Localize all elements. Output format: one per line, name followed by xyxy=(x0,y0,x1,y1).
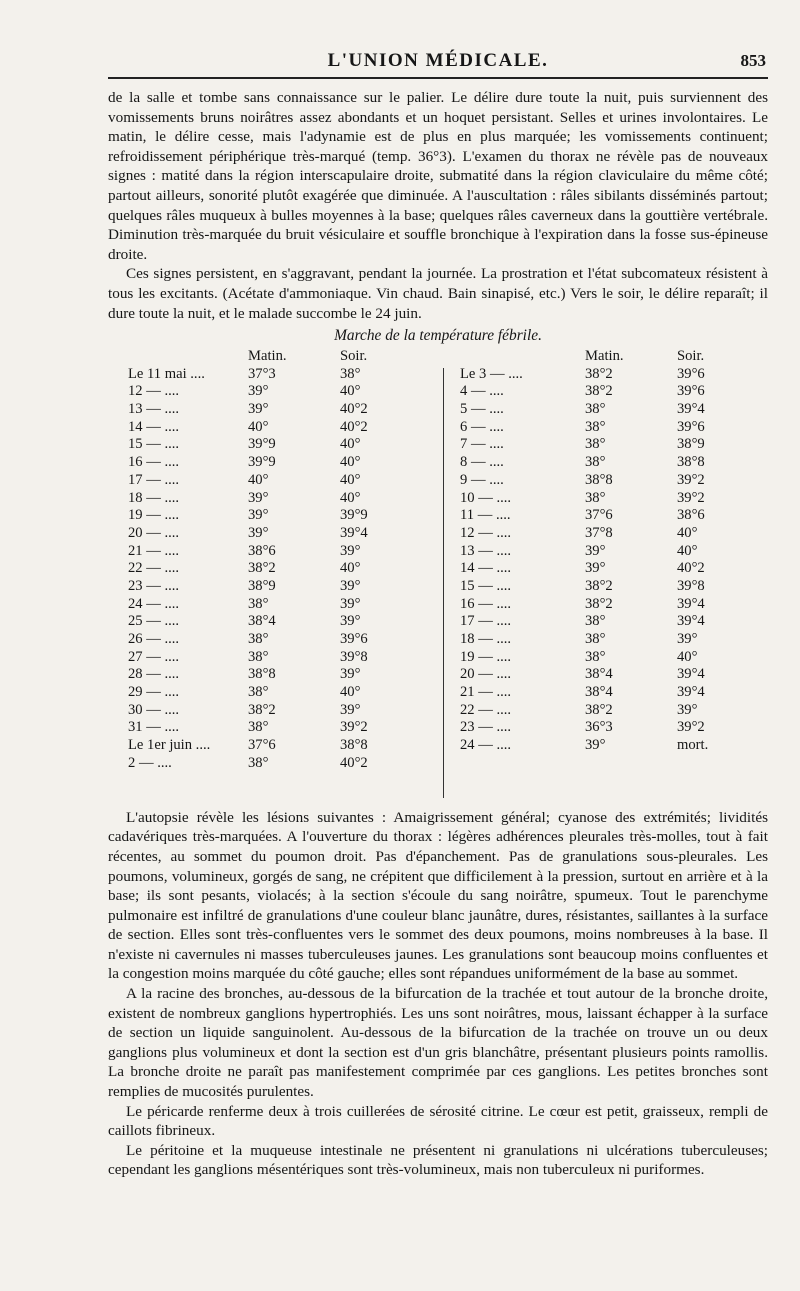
row-date: 13 — .... xyxy=(460,542,512,559)
header-soir: Soir. xyxy=(340,347,368,364)
row-date: 7 — .... xyxy=(460,436,504,453)
paragraph-final-day: Ces signes persistent, en s'aggravant, pendant la journée. La prostration et l'état subcomateux résistent à tous les excitants. (Acétate d'ammoniaque. Vin chaud. Bain sinapisé, etc.) Vers le soir, le délire reparaît; il dure toute la nuit, et le malade succombe le 24 juin. xyxy=(108,265,768,322)
row-soir: 39°6 xyxy=(677,383,705,400)
row-date: Le 3 — .... xyxy=(460,365,523,382)
row-matin: 38°2 xyxy=(248,560,276,577)
header-rule xyxy=(108,77,768,79)
autopsy-section xyxy=(108,808,768,1180)
row-date: 11 — .... xyxy=(460,507,511,524)
table-row xyxy=(128,490,438,508)
row-soir: 39°2 xyxy=(340,719,368,736)
row-date: 17 — .... xyxy=(460,613,512,630)
row-matin: 38°2 xyxy=(585,383,613,400)
row-soir: 39°2 xyxy=(677,719,705,736)
table-row xyxy=(460,507,768,525)
table-row xyxy=(460,737,768,755)
row-soir: 40° xyxy=(340,383,361,400)
table-row xyxy=(460,419,768,437)
table-row xyxy=(128,719,438,737)
row-soir: 38°6 xyxy=(677,507,705,524)
row-date: 24 — .... xyxy=(128,595,180,612)
temperature-table xyxy=(108,348,768,800)
row-date: 5 — .... xyxy=(460,401,504,418)
table-row xyxy=(460,525,768,543)
row-date: 21 — .... xyxy=(128,542,180,559)
row-matin: 38° xyxy=(248,684,269,701)
row-soir: 38°8 xyxy=(677,454,705,471)
table-row xyxy=(460,649,768,667)
paragraph-bronchial-ganglia: A la racine des bronches, au-dessous de la bifurcation de la trachée et tout autour de la bronche droite, existent de nombreux ganglions hypertrophiés. Les uns sont noirâtres, mous, laissant échapper à la surface de section un liquide sanguinolent. Au-dessous de la bifurcation de la trachée on trouve un ou deux ganglions plus volumineux et dont la section est d'un gris blanchâtre, présentant plusieurs points ramollis. La bronche droite ne paraît pas manifestement comprimée par ces ganglions. Les petites bronches sont remplies de mucosités purulentes. xyxy=(108,985,768,1101)
table-row xyxy=(128,702,438,720)
row-matin: 37°6 xyxy=(585,507,613,524)
row-date: 12 — .... xyxy=(460,524,512,541)
row-soir: 39° xyxy=(677,631,698,648)
table-row xyxy=(128,472,438,490)
row-soir: 40° xyxy=(340,436,361,453)
table-row xyxy=(460,472,768,490)
row-matin: 38°2 xyxy=(585,365,613,382)
running-header xyxy=(108,48,768,76)
table-row xyxy=(128,631,438,649)
table-row xyxy=(460,702,768,720)
row-matin: 39° xyxy=(585,542,606,559)
row-soir: 39°4 xyxy=(677,613,705,630)
table-row xyxy=(460,436,768,454)
table-header-row xyxy=(460,348,768,366)
row-soir: 39°2 xyxy=(677,489,705,506)
row-matin: 38° xyxy=(585,418,606,435)
row-matin: 38°2 xyxy=(585,701,613,718)
row-date: 30 — .... xyxy=(128,701,180,718)
row-matin: 40° xyxy=(248,471,269,488)
row-soir: 39°6 xyxy=(677,365,705,382)
paragraph-peritoneum: Le péritoine et la muqueuse intestinale ne présentent ni granulations ni ulcérations tuberculeuses; cependant les ganglions mésentériques sont très-volumineux, mais non tuberculeux ni puriformes. xyxy=(108,1141,768,1179)
row-date: 10 — .... xyxy=(460,489,512,506)
row-matin: 39°9 xyxy=(248,436,276,453)
table-row xyxy=(460,383,768,401)
row-matin: 39° xyxy=(585,737,606,754)
row-date: 19 — .... xyxy=(128,507,180,524)
paragraph-autopsy-lungs: L'autopsie révèle les lésions suivantes : Amaigrissement général; cyanose des extrémités; lividités cadavériques très-marquées. A l'ouverture du thorax : légères adhérences pleurales très-molles, tout à fait récentes, au sommet du poumon droit. Pas d'épanchement. Pas de granulations sous-pleurales. Les poumons, volumineux, gorgés de sang, ne crépitent que difficilement à la pression, surtout en arrière et à la base; ils sont pesants, violacés; à la section s'écoule du sang noirâtre, spumeux. Tout le parenchyme pulmonaire est infiltré de granulations d'une couleur blanc jaunâtre, dures, résistantes, saillantes à la surface de section. Elles sont très-confluentes vers le sommet des deux poumons, moins nombreuses à la base. Il n'existe ni cavernules ni masses tuberculeuses jaunes. Les granulations sont beaucoup moins confluentes et la congestion moins marquée du côté gauche; elles sont répandues uniformément de la base au sommet. xyxy=(108,808,768,983)
row-soir: 39° xyxy=(340,595,361,612)
table-row xyxy=(128,613,438,631)
row-matin: 39° xyxy=(585,560,606,577)
row-matin: 38°9 xyxy=(248,577,276,594)
table-row xyxy=(460,560,768,578)
row-date: 9 — .... xyxy=(460,471,504,488)
row-soir: 40° xyxy=(340,560,361,577)
header-soir: Soir. xyxy=(677,347,705,364)
row-soir: 39°4 xyxy=(677,666,705,683)
row-date: 8 — .... xyxy=(460,454,504,471)
row-soir: 39°8 xyxy=(677,577,705,594)
row-matin: 38° xyxy=(585,648,606,665)
table-row xyxy=(128,596,438,614)
table-row xyxy=(128,737,438,755)
row-matin: 38°8 xyxy=(248,666,276,683)
row-soir: 39°9 xyxy=(340,507,368,524)
row-matin: 38° xyxy=(585,631,606,648)
row-matin: 39° xyxy=(248,524,269,541)
table-row xyxy=(128,507,438,525)
row-date: 20 — .... xyxy=(128,524,180,541)
row-date: 2 — .... xyxy=(128,754,172,771)
table-row xyxy=(460,666,768,684)
row-matin: 37°8 xyxy=(585,524,613,541)
table-row xyxy=(128,666,438,684)
table-caption: Marche de la température fébrile. xyxy=(334,327,542,345)
row-soir: 39° xyxy=(340,666,361,683)
table-row xyxy=(128,755,438,773)
temperature-right-column xyxy=(460,348,768,755)
row-date: Le 1er juin .... xyxy=(128,737,211,754)
paragraph-pericardium: Le péricarde renferme deux à trois cuillerées de sérosité citrine. Le cœur est petit, graisseux, rempli de caillots fibrineux. xyxy=(108,1102,768,1140)
row-matin: 39°9 xyxy=(248,454,276,471)
header-matin: Matin. xyxy=(585,347,624,364)
paragraph-clinical-course: de la salle et tombe sans connaissance sur le palier. Le délire dure toute la nuit, puis surviennent des vomissements bruns noirâtres assez abondants et un hoquet persistant. Selles et urines involontaires. Le matin, le délire cesse, mais l'adynamie est de plus en plus marquée; les vomissements continuent; refroidissement périphérique très-marqué (temp. 36°3). L'examen du thorax ne révèle pas de nouveaux signes : matité dans la région interscapulaire droite, submatité dans la région claviculaire du même côté; partout ailleurs, sonorité plutôt exagérée que diminuée. A l'auscultation : râles sibilants disséminés partout; quelques râles muqueux à bulles moyennes à la base; quelques râles caverneux dans la gouttière vertébrale. Diminution très-marquée du bruit vésiculaire et souffle bronchique à l'expiration dans la fosse sus-épineuse droite. xyxy=(108,89,768,263)
table-row xyxy=(460,684,768,702)
row-matin: 39° xyxy=(248,401,269,418)
row-matin: 38° xyxy=(585,401,606,418)
row-date: 4 — .... xyxy=(460,383,504,400)
row-date: 22 — .... xyxy=(128,560,180,577)
row-matin: 36°3 xyxy=(585,719,613,736)
row-matin: 38°2 xyxy=(248,701,276,718)
row-date: 6 — .... xyxy=(460,418,504,435)
row-date: 15 — .... xyxy=(460,577,512,594)
table-row xyxy=(460,543,768,561)
column-divider xyxy=(443,368,444,798)
row-soir: 39°4 xyxy=(677,684,705,701)
row-matin: 38° xyxy=(248,719,269,736)
row-matin: 38°2 xyxy=(585,577,613,594)
row-soir: 39° xyxy=(340,542,361,559)
table-header-row xyxy=(128,348,438,366)
table-row xyxy=(460,366,768,384)
row-soir: 39°4 xyxy=(677,595,705,612)
row-matin: 38° xyxy=(248,754,269,771)
table-row xyxy=(128,454,438,472)
row-date: 22 — .... xyxy=(460,701,512,718)
row-soir: 39°4 xyxy=(677,401,705,418)
row-matin: 38° xyxy=(248,631,269,648)
row-soir: 40°2 xyxy=(677,560,705,577)
row-date: 28 — .... xyxy=(128,666,180,683)
row-date: 20 — .... xyxy=(460,666,512,683)
table-row xyxy=(460,490,768,508)
row-soir: 40° xyxy=(340,454,361,471)
table-row xyxy=(128,366,438,384)
row-date: 19 — .... xyxy=(460,648,512,665)
row-date: 12 — .... xyxy=(128,383,180,400)
table-row xyxy=(460,578,768,596)
row-soir: 40° xyxy=(340,471,361,488)
row-soir: 38°8 xyxy=(340,737,368,754)
table-row xyxy=(460,613,768,631)
row-matin: 38° xyxy=(585,489,606,506)
row-matin: 38° xyxy=(585,436,606,453)
row-date: 26 — .... xyxy=(128,631,180,648)
table-row xyxy=(460,719,768,737)
table-row xyxy=(460,631,768,649)
table-row xyxy=(128,560,438,578)
row-matin: 39° xyxy=(248,383,269,400)
row-soir: 38°9 xyxy=(677,436,705,453)
row-date: 17 — .... xyxy=(128,471,180,488)
row-soir: 39°2 xyxy=(677,471,705,488)
row-soir: 39°4 xyxy=(340,524,368,541)
row-date: 21 — .... xyxy=(460,684,512,701)
row-soir: 40° xyxy=(677,524,698,541)
table-row xyxy=(128,383,438,401)
row-matin: 38°2 xyxy=(585,595,613,612)
table-row xyxy=(128,578,438,596)
table-row xyxy=(460,596,768,614)
table-row xyxy=(128,543,438,561)
row-soir: 40° xyxy=(677,648,698,665)
row-matin: 37°3 xyxy=(248,365,276,382)
table-row xyxy=(460,454,768,472)
row-soir: 39°6 xyxy=(677,418,705,435)
row-soir: mort. xyxy=(677,737,709,754)
row-soir: 39° xyxy=(340,613,361,630)
row-soir: 39° xyxy=(677,701,698,718)
row-matin: 38° xyxy=(248,648,269,665)
row-matin: 39° xyxy=(248,489,269,506)
row-date: 14 — .... xyxy=(460,560,512,577)
header-matin: Matin. xyxy=(248,347,287,364)
row-soir: 40° xyxy=(340,684,361,701)
row-soir: 40°2 xyxy=(340,754,368,771)
row-date: 25 — .... xyxy=(128,613,180,630)
table-row xyxy=(128,436,438,454)
row-date: 16 — .... xyxy=(128,454,180,471)
row-soir: 39°8 xyxy=(340,648,368,665)
row-date: 27 — .... xyxy=(128,648,180,665)
row-soir: 39° xyxy=(340,577,361,594)
row-date: 23 — .... xyxy=(128,577,180,594)
row-matin: 38°4 xyxy=(248,613,276,630)
row-matin: 39° xyxy=(248,507,269,524)
row-date: 23 — .... xyxy=(460,719,512,736)
table-row xyxy=(128,525,438,543)
row-date: 18 — .... xyxy=(128,489,180,506)
row-soir: 40°2 xyxy=(340,418,368,435)
row-date: 18 — .... xyxy=(460,631,512,648)
row-matin: 38°4 xyxy=(585,666,613,683)
row-soir: 39°6 xyxy=(340,631,368,648)
table-row xyxy=(128,649,438,667)
row-matin: 40° xyxy=(248,418,269,435)
row-soir: 40° xyxy=(677,542,698,559)
table-row xyxy=(460,401,768,419)
journal-title: L'UNION MÉDICALE. xyxy=(327,50,549,71)
article-body xyxy=(108,88,768,1180)
row-date: 24 — .... xyxy=(460,737,512,754)
row-soir: 39° xyxy=(340,701,361,718)
row-soir: 38° xyxy=(340,365,361,382)
row-date: 15 — .... xyxy=(128,436,180,453)
row-date: Le 11 mai .... xyxy=(128,365,205,382)
row-matin: 38°6 xyxy=(248,542,276,559)
row-date: 29 — .... xyxy=(128,684,180,701)
row-matin: 37°6 xyxy=(248,737,276,754)
row-soir: 40° xyxy=(340,489,361,506)
row-soir: 40°2 xyxy=(340,401,368,418)
row-date: 14 — .... xyxy=(128,418,180,435)
row-date: 31 — .... xyxy=(128,719,180,736)
row-matin: 38°8 xyxy=(585,471,613,488)
row-date: 16 — .... xyxy=(460,595,512,612)
row-date: 13 — .... xyxy=(128,401,180,418)
page-number: 853 xyxy=(740,51,766,70)
table-row xyxy=(128,419,438,437)
row-matin: 38° xyxy=(585,613,606,630)
row-matin: 38° xyxy=(585,454,606,471)
table-row xyxy=(128,401,438,419)
temperature-left-column xyxy=(128,348,438,773)
table-row xyxy=(128,684,438,702)
row-matin: 38° xyxy=(248,595,269,612)
row-matin: 38°4 xyxy=(585,684,613,701)
